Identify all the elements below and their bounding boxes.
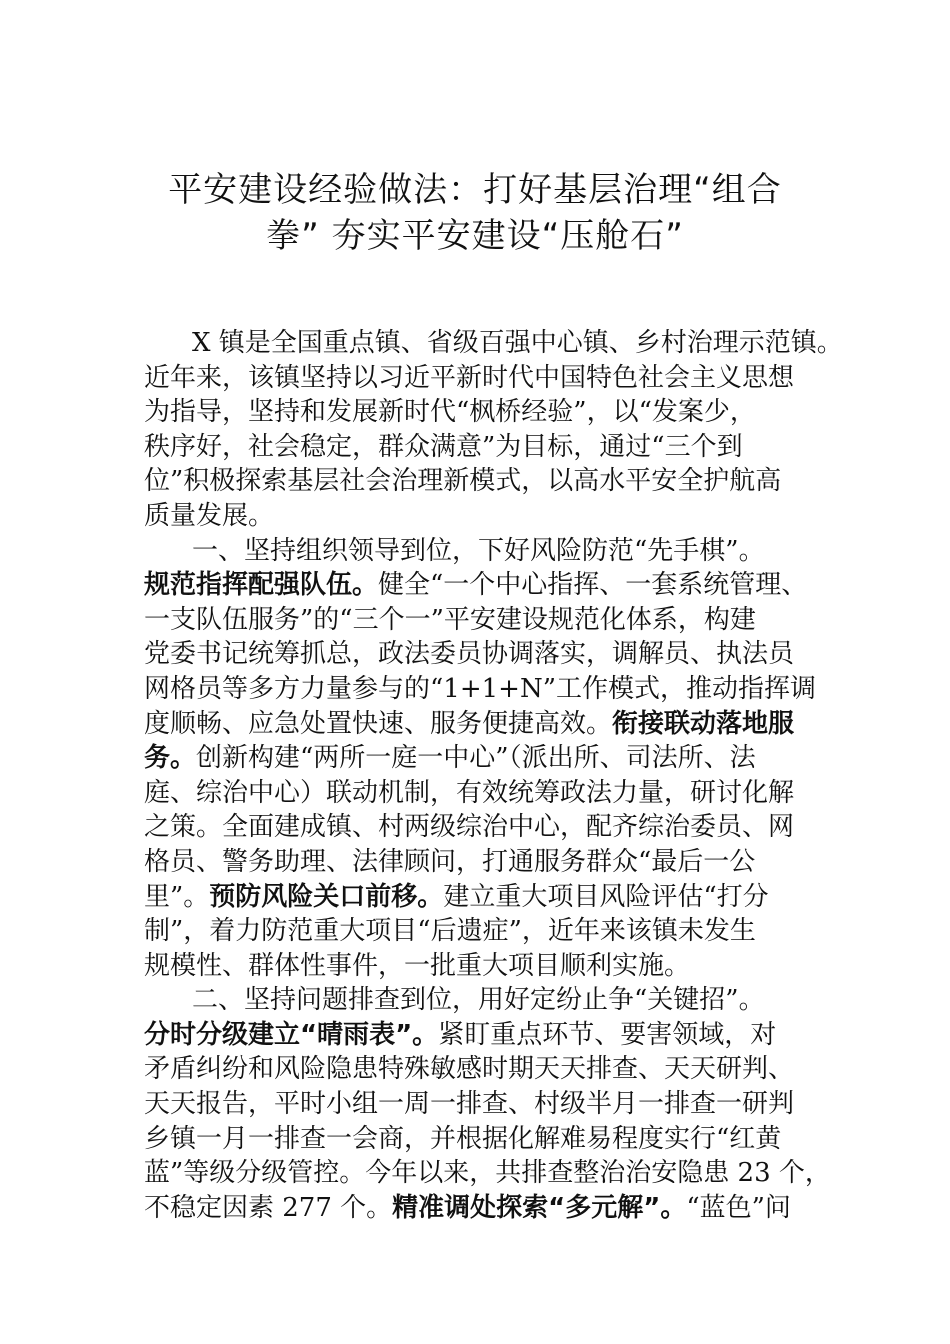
document-title-line-2: 拳” 夯实平安建设“压舱石” [266, 216, 684, 256]
body-line [144, 983, 834, 1018]
body-text-segment: 建立重大项目风险评估“打分 [443, 881, 769, 912]
bold-heading-text: 衔接联动落地服 [612, 708, 795, 739]
body-line [144, 914, 834, 949]
body-line [144, 741, 834, 776]
bold-heading-text: 分时分级建立“晴雨表”。 [144, 1019, 439, 1050]
body-line [144, 430, 834, 465]
body-line [144, 568, 834, 603]
body-line [144, 810, 834, 845]
body-line [144, 1156, 834, 1191]
body-text-segment: 网格员等多方力量参与的“1+1+N”工作模式，推动指挥调 [144, 673, 816, 704]
body-text-segment: X 镇是全国重点镇、省级百强中心镇、乡村治理示范镇。 [192, 328, 843, 358]
body-text-segment: 天天报告，平时小组一周一排查、村级半月一排查一研判 [144, 1089, 795, 1120]
body-text-segment: 党委书记统筹抓总，政法委员协调落实，调解员、执法员 [144, 639, 795, 670]
document-title-line-1: 平安建设经验做法：打好基层治理“组合 [168, 170, 782, 210]
body-line [144, 361, 834, 396]
body-text-segment: 近年来，该镇坚持以习近平新时代中国特色社会主义思想 [144, 362, 795, 393]
body-text-segment: 庭、综治中心）联动机制，有效统筹政法力量，研讨化解 [144, 777, 795, 808]
bold-heading-text: 规范指挥配强队伍。 [144, 570, 379, 601]
body-text-segment: 创新构建“两所一庭一中心”（派出所、司法所、法 [196, 743, 756, 774]
body-text-segment: 蓝”等级分级管控。今年以来，共排查整治治安隐患 23 个， [144, 1158, 831, 1189]
body-line [144, 603, 834, 638]
body-text-segment: 二、坚持问题排查到位，用好定纷止争“关键招”。 [192, 985, 765, 1016]
bold-heading-text: 务。 [144, 743, 197, 774]
body-text-segment: 制”，着力防范重大项目“后遗症”，近年来该镇未发生 [144, 916, 756, 947]
body-text-segment: 矛盾纠纷和风险隐患特殊敏感时期天天排查、天天研判、 [144, 1054, 795, 1085]
body-line [144, 637, 834, 672]
body-text-segment: “蓝色”问 [686, 1192, 791, 1223]
body-text-segment: 乡镇一月一排查一会商，并根据化解难易程度实行“红黄 [144, 1123, 782, 1154]
body-text-segment: 秩序好，社会稳定，群众满意”为目标，通过“三个到 [144, 431, 743, 462]
body-line [144, 776, 834, 811]
document-body [144, 326, 843, 1225]
body-text-segment: 里”。 [144, 881, 210, 912]
body-line [144, 1052, 834, 1087]
body-line [144, 534, 834, 569]
body-line [144, 499, 834, 534]
body-text-segment: 之策。全面建成镇、村两级综治中心，配齐综治委员、网 [144, 812, 795, 843]
body-line [144, 395, 834, 430]
body-text-segment: 度顺畅、应急处置快速、服务便捷高效。 [144, 708, 613, 739]
body-line [144, 1122, 834, 1157]
body-text-segment: 紧盯重点环节、要害领域，对 [438, 1019, 777, 1050]
body-text-segment: 一支队伍服务”的“三个一”平安建设规范化体系，构建 [144, 604, 756, 635]
body-text-segment: 一、坚持组织领导到位，下好风险防范“先手棋”。 [192, 535, 765, 566]
body-line [144, 326, 843, 361]
body-text-segment: 不稳定因素 277 个。 [144, 1192, 393, 1223]
body-text-segment: 格员、警务助理、法律顾问，打通服务群众“最后一公 [144, 846, 756, 877]
body-text-segment: 健全“一个中心指挥、一套系统管理、 [378, 570, 808, 601]
body-line [144, 1018, 834, 1053]
body-line [144, 672, 834, 707]
body-text-segment: 质量发展。 [144, 500, 275, 531]
body-line [144, 464, 834, 499]
body-text-segment: 规模性、群体性事件，一批重大项目顺利实施。 [144, 950, 691, 981]
body-line [144, 707, 834, 742]
body-text-segment: 为指导，坚持和发展新时代“枫桥经验”，以“发案少， [144, 397, 756, 428]
body-line [144, 880, 834, 915]
bold-heading-text: 预防风险关口前移。 [209, 881, 444, 912]
body-line [144, 1191, 834, 1226]
body-line [144, 949, 834, 984]
body-line [144, 1087, 834, 1122]
bold-heading-text: 精准调处探索“多元解”。 [392, 1192, 687, 1223]
body-line [144, 845, 834, 880]
body-text-segment: 位”积极探索基层社会治理新模式，以高水平安全护航高 [144, 466, 782, 497]
